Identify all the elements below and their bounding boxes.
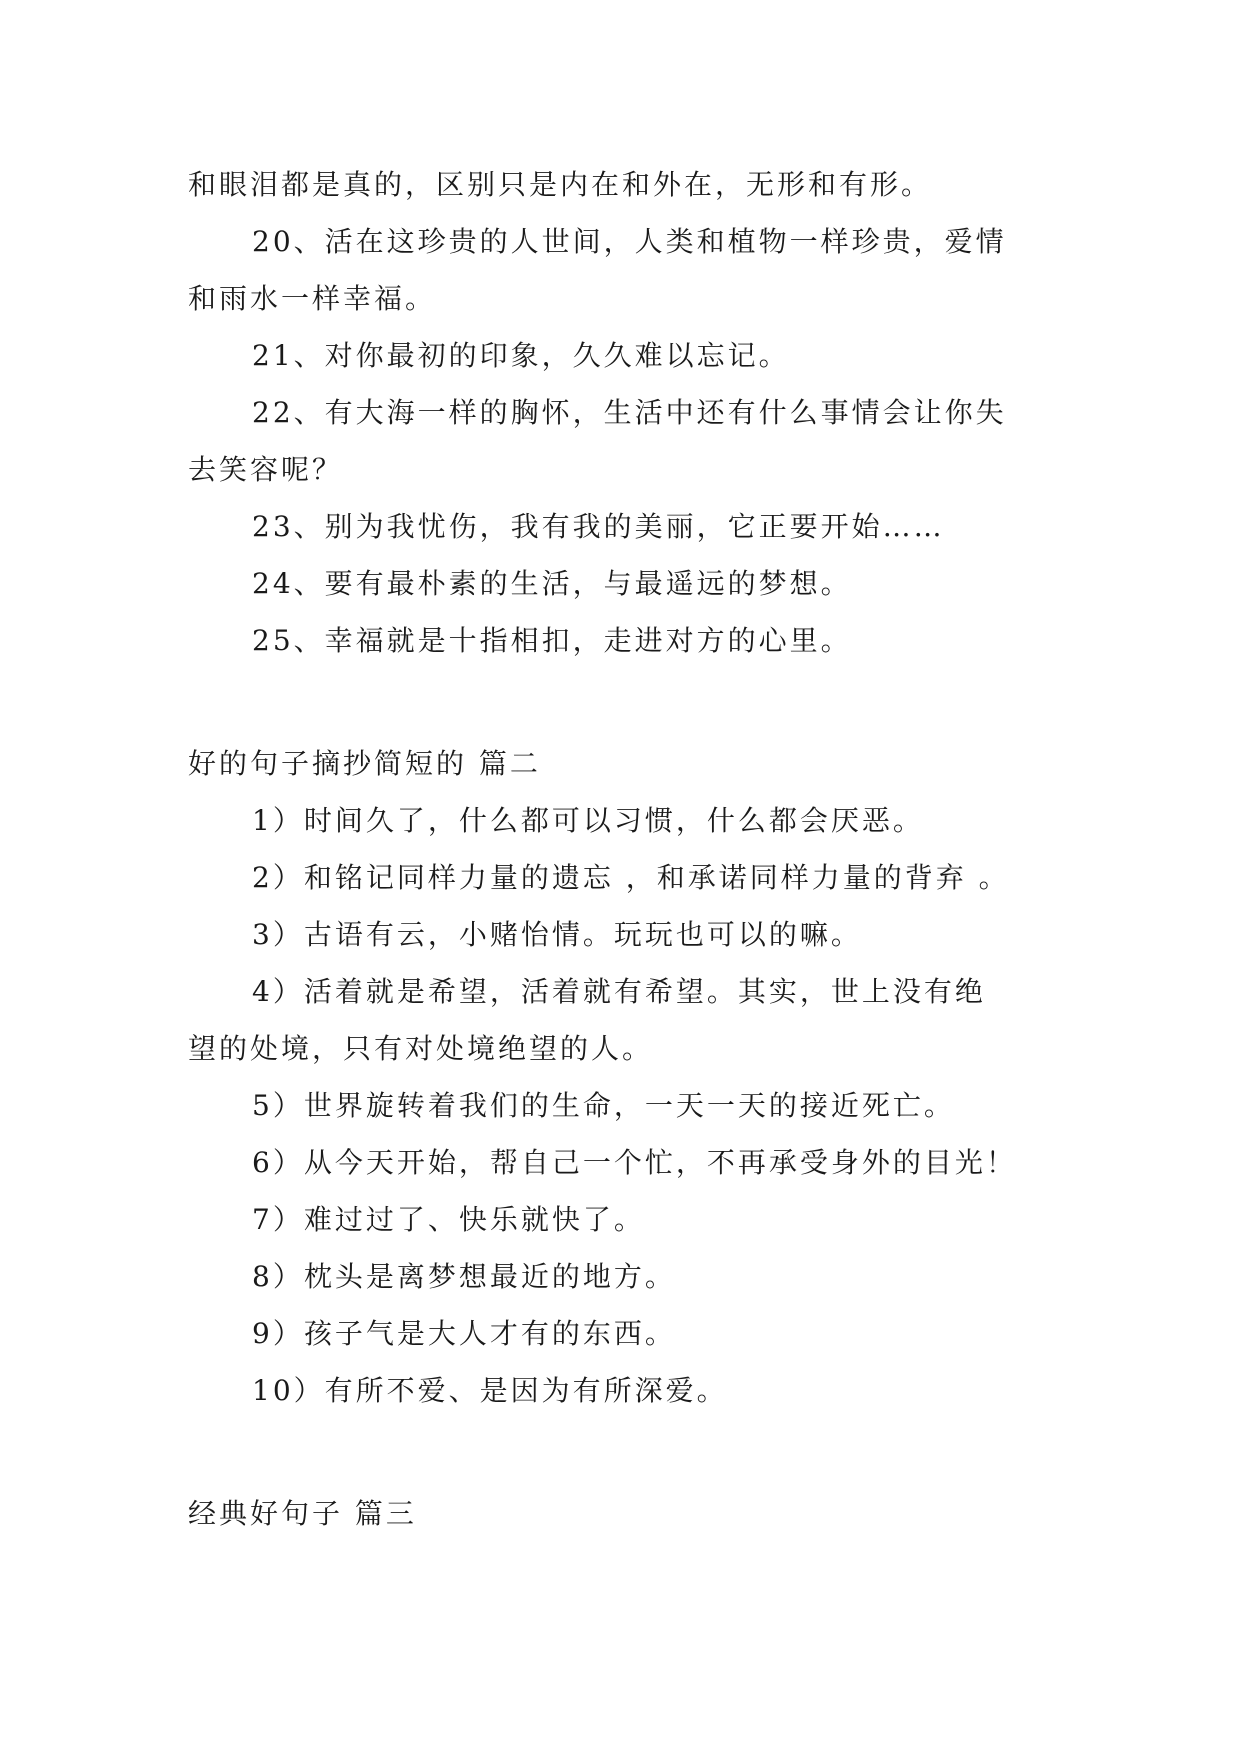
list-item: 6）从今天开始，帮自己一个忙，不再承受身外的目光！ [252,1146,1017,1179]
list-item: 7）难过过了、快乐就快了。 [252,1203,645,1236]
list-item: 8）枕头是离梦想最近的地方。 [252,1260,676,1293]
list-item: 3）古语有云，小赌怡情。玩玩也可以的嘛。 [252,918,862,951]
list-item: 4）活着就是希望，活着就有希望。其实，世上没有绝 [252,975,986,1008]
list-item-continuation: 望的处境，只有对处境绝望的人。 [188,1032,654,1065]
paragraph-line: 25、幸福就是十指相扣，走进对方的心里。 [252,624,852,657]
paragraph-line: 23、别为我忧伤，我有我的美丽，它正要开始…… [252,510,945,543]
paragraph-line: 24、要有最朴素的生活，与最遥远的梦想。 [252,567,852,600]
paragraph-line: 21、对你最初的印象，久久难以忘记。 [252,339,790,372]
paragraph-line: 和雨水一样幸福。 [188,282,437,315]
section-heading: 好的句子摘抄简短的 篇二 [188,747,541,780]
section-heading: 经典好句子 篇三 [188,1497,417,1530]
list-item: 10）有所不爱、是因为有所深爱。 [252,1374,728,1407]
list-item: 2）和铭记同样力量的遗忘 ，和承诺同样力量的背弃 。 [252,861,1010,894]
list-item: 5）世界旋转着我们的生命，一天一天的接近死亡。 [252,1089,955,1122]
paragraph-line: 和眼泪都是真的，区别只是内在和外在，无形和有形。 [188,168,933,201]
paragraph-line: 去笑容呢？ [188,453,344,486]
paragraph-line: 22、有大海一样的胸怀，生活中还有什么事情会让你失 [252,396,1007,429]
list-item: 1）时间久了，什么都可以习惯，什么都会厌恶。 [252,804,924,837]
list-item: 9）孩子气是大人才有的东西。 [252,1317,676,1350]
paragraph-line: 20、活在这珍贵的人世间，人类和植物一样珍贵，爱情 [252,225,1007,258]
